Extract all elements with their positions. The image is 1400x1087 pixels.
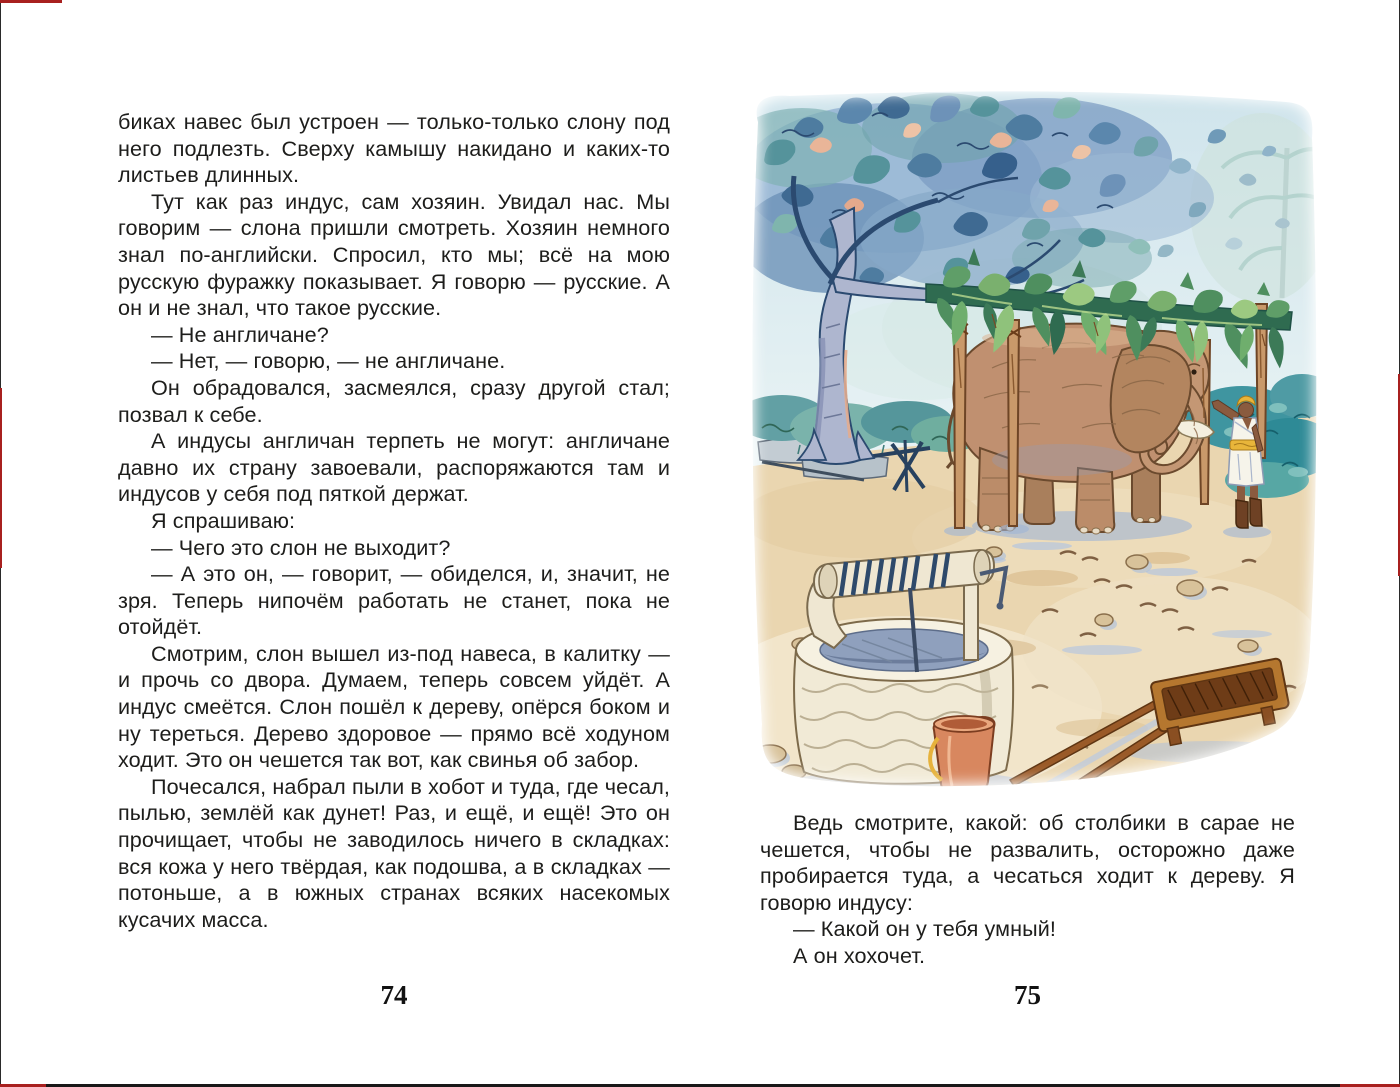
mahout-head — [1239, 403, 1254, 418]
left-page-text — [118, 109, 670, 933]
paragraph: А он хохочет. — [793, 942, 926, 968]
paragraph: Смотрим, слон вышел из-под навеса, в калитку — и прочь со двора. Думаем, теперь совсем уйдёт. А индус смеётся. Слон пошёл к дереву, опёрся боком и ну тереться. Дерево здоровое — прямо всё ходуном ходит. Это он чешется так вот, как свинья об забор. — [118, 640, 670, 773]
mahout-dhoti — [1228, 448, 1264, 486]
mahout-boot — [1236, 500, 1248, 528]
paragraph: биках навес был устроен — только-только слону под него подлезть. Сверху камышу накидано и каких-то листьев длинных. — [118, 109, 670, 188]
left-page-number: 74 — [380, 980, 408, 1010]
mahout-boot — [1250, 498, 1262, 526]
paragraph: — А это он, — говорит, — обиделся, и, значит, не зря. Теперь нипочём работать не станет, пока не отойдёт. — [118, 561, 670, 640]
trough-leg — [1261, 706, 1275, 725]
paragraph: Ведь смотрите, какой: об столбики в сарае не чешется, чтобы не развалить, осторожно даже пробирается туда, а чесаться ходит к дереву. Я говорю индусу: — [760, 810, 1295, 915]
paragraph: Почесался, набрал пыли в хобот и туда, где чесал, пылью, землёй как дунет! Раз, и ещё, и ещё! Это он прочищает, чтобы не заводилось ничего в складках: вся кожа у него твёрдая, как подошва, а в складках — потоньше, а в южных странах всяких насекомых кусачих масса. — [118, 773, 670, 932]
paragraph: Я спрашиваю: — [151, 507, 296, 533]
elephant-eye — [1191, 369, 1196, 374]
illustration-elephant-yard — [742, 88, 1322, 798]
mahout-leg — [1237, 486, 1245, 502]
red-edge-mark — [0, 0, 62, 3]
paragraph: Тут как раз индус, сам хозяин. Увидал нас. Мы говорим — слона пришли смотреть. Хозяин немного знал по-английски. Спросил, кто мы; всё на мою русскую фуражку показывает. Я говорю — русские. А он и не знал, что такое русские. — [118, 188, 670, 321]
paragraph: — Чего это слон не выходит? — [151, 534, 451, 560]
right-page-text — [760, 810, 1295, 970]
paragraph: — Нет, — говорю, — не англичане. — [151, 348, 506, 374]
red-edge-mark — [0, 388, 2, 568]
right-page-number: 75 — [1014, 980, 1041, 1010]
trough-leg — [1167, 727, 1181, 746]
paragraph: — Какой он у тебя умный! — [793, 916, 1056, 942]
paragraph: А индусы англичан терпеть не могут: англичане давно их страну завоевали, распоряжаются там и индусов у себя под пяткой держат. — [118, 428, 670, 507]
paragraph: Он обрадовался, засмеялся, сразу другой стал; позвал к себе. — [118, 374, 670, 427]
paragraph: — Не англичане? — [151, 321, 329, 347]
